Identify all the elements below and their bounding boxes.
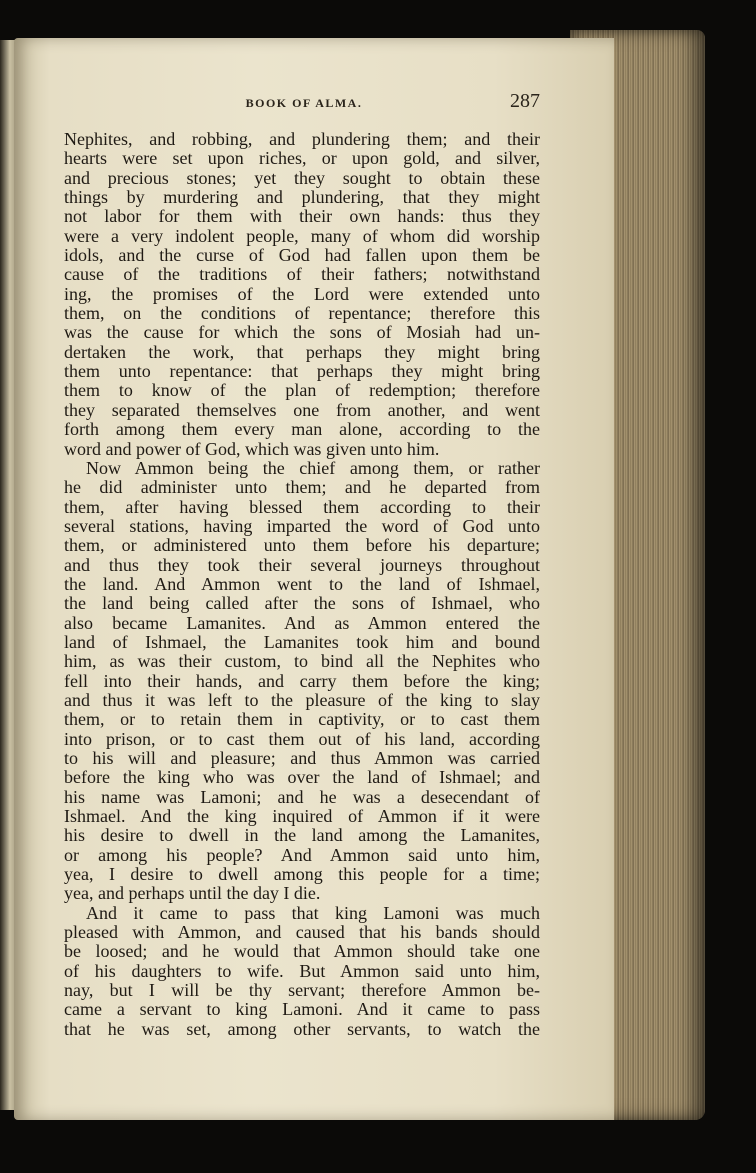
text-line: ing, the promises of the Lord were extended unto (64, 283, 540, 304)
text-line: his desire to dwell in the land among the Lamanites, (64, 825, 540, 846)
text-line: them, on the conditions of repentance; therefore this (64, 303, 540, 324)
text-line: nay, but I will be thy servant; therefore Ammon be- (64, 980, 540, 1001)
page-number: 287 (510, 90, 540, 112)
text-line: yea, I desire to dwell among this people for a time; (64, 864, 540, 885)
text-line: them to know of the plan of redemption; therefore (64, 380, 540, 401)
text-line: yea, and perhaps until the day I die. (64, 883, 321, 904)
text-line: was the cause for which the sons of Mosiah had un- (64, 322, 540, 343)
text-line: forth among them every man alone, according to the (64, 419, 540, 440)
running-head: BOOK OF ALMA. (245, 96, 363, 110)
text-line: pleased with Ammon, and caused that his bands should (64, 922, 540, 943)
text-line: came a servant to king Lamoni. And it came to pass (64, 999, 540, 1020)
text-line: them, or to retain them in captivity, or to cast them (64, 709, 540, 730)
text-line: him, as was their custom, to bind all the Nephites who (64, 651, 540, 672)
text-line: his name was Lamoni; and he was a desecendant of (64, 786, 540, 807)
text-line: not labor for them with their own hands: thus they (64, 206, 540, 227)
text-line: that he was set, among other servants, to watch the (64, 1018, 540, 1039)
text-line: and thus they took their several journeys throughout (64, 554, 540, 575)
body-text (64, 130, 540, 1039)
text-line: the land. And Ammon went to the land of Ishmael, (64, 573, 540, 594)
text-line: into prison, or to cast them out of his land, according (64, 728, 540, 749)
text-line: word and power of God, which was given unto him. (64, 438, 440, 459)
text-line: of his daughters to wife. But Ammon said unto him, (64, 960, 540, 981)
text-line: them unto repentance: that perhaps they might bring (64, 361, 540, 382)
text-line: And it came to pass that king Lamoni was much (86, 902, 540, 923)
text-line: Nephites, and robbing, and plundering them; and their (64, 129, 540, 149)
text-line: cause of the traditions of their fathers; notwithstand (64, 264, 540, 285)
text-line: to his will and pleasure; and thus Ammon was carried (64, 748, 540, 768)
text-line: land of Ishmael, the Lamanites took him and bound (64, 631, 540, 652)
text-line: several stations, having imparted the word of God unto (64, 515, 540, 536)
text-line: they separated themselves one from another, and went (64, 399, 540, 420)
text-line: he did administer unto them; and he departed from (64, 477, 540, 498)
text-line: idols, and the curse of God had fallen upon them be (64, 245, 540, 266)
text-line: things by murdering and plundering, that they might (64, 187, 540, 208)
text-line: be loosed; and he would that Ammon should take one (64, 941, 540, 962)
text-line: or among his people? And Ammon said unto him, (64, 844, 540, 865)
text-line: were a very indolent people, many of whom did worship (64, 225, 540, 246)
text-line: the land being called after the sons of Ishmael, who (64, 593, 540, 614)
page-header (66, 90, 542, 118)
text-line: also became Lamanites. And as Ammon entered the (64, 612, 540, 633)
text-line: them, after having blessed them according to their (64, 496, 540, 517)
text-line: them, or administered unto them before his departure; (64, 535, 540, 556)
text-line: and thus it was left to the pleasure of the king to slay (64, 689, 540, 710)
text-line: fell into their hands, and carry them before the king; (64, 670, 540, 691)
text-line: dertaken the work, that perhaps they might bring (64, 341, 540, 362)
text-line: Now Ammon being the chief among them, or rather (86, 457, 540, 478)
text-line: hearts were set upon riches, or upon gold, and silver, (64, 148, 540, 169)
text-line: and precious stones; yet they sought to obtain these (64, 167, 540, 188)
text-line: before the king who was over the land of Ishmael; and (64, 767, 540, 788)
text-line: Ishmael. And the king inquired of Ammon if it were (64, 806, 540, 827)
